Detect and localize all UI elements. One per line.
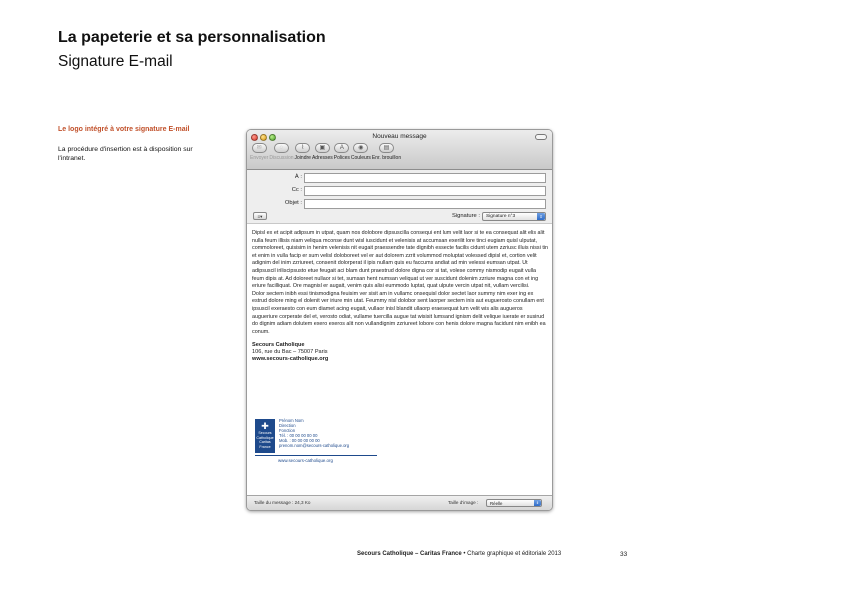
card-divider	[255, 455, 377, 456]
subject-field[interactable]	[304, 199, 546, 209]
footer-org: Secours Catholique – Caritas France	[357, 551, 462, 557]
subject-label: Objet :	[284, 200, 302, 206]
colors-button[interactable]: ◉ Couleurs	[350, 145, 371, 161]
fonts-button[interactable]: A Polices	[333, 145, 350, 161]
signature-select[interactable]: Signature n°3 ⇕	[482, 212, 546, 221]
address-book-icon: ▣	[315, 143, 330, 153]
image-size-select[interactable]: Réelle ⇕	[486, 499, 542, 507]
sidebar-heading: Le logo intégré à votre signature E-mail	[58, 126, 190, 133]
page-title: La papeterie et sa personnalisation	[58, 29, 326, 46]
signature-name: Secours Catholique	[252, 342, 305, 349]
chevron-updown-icon: ⇕	[537, 213, 545, 220]
attach-button[interactable]: ⌇ Joindre	[294, 145, 311, 161]
sidebar-text: La procédure d'insertion est à disposition sur l'intranet.	[58, 146, 193, 162]
message-header	[247, 170, 552, 224]
signature-website: www.secours-catholique.org	[252, 356, 329, 363]
cc-label: Cc :	[291, 187, 302, 193]
addresses-button[interactable]: ▣ Adresses	[311, 145, 333, 161]
to-row	[247, 172, 552, 184]
page-subtitle: Signature E-mail	[58, 53, 173, 70]
card-website: www.secours-catholique.org	[278, 458, 333, 463]
account-menu-button[interactable]: ≡▾	[253, 212, 267, 220]
message-body[interactable]	[252, 230, 549, 363]
save-draft-button[interactable]: ▤ Enr. brouillon	[371, 145, 402, 161]
paperclip-icon: ⌇	[295, 143, 310, 153]
chat-icon: ◌	[274, 143, 289, 153]
cross-icon: ✚	[261, 421, 269, 431]
cc-row	[247, 185, 552, 197]
message-size: Taille du message : 24,3 Ko	[254, 500, 311, 505]
mail-compose-window	[246, 129, 553, 511]
card-mob: Mob. : 00 00 00 00 00	[279, 438, 320, 443]
signature-address: 106, rue du Bac – 75007 Paris	[252, 349, 328, 356]
signature-label: Signature :	[451, 213, 480, 219]
colors-icon: ◉	[353, 143, 368, 153]
send-icon: ✉	[252, 143, 267, 153]
toolbar-toggle-button[interactable]	[535, 134, 547, 140]
window-title: Nouveau message	[372, 133, 427, 140]
chevron-updown-icon: ⇕	[534, 500, 541, 506]
to-label: À :	[294, 174, 302, 180]
card-dept: Direction	[279, 423, 296, 428]
footer-text: • Charte graphique et éditoriale 2013	[461, 551, 562, 557]
title-bar	[247, 130, 552, 170]
page-footer	[357, 551, 561, 557]
cc-field[interactable]	[304, 186, 546, 196]
secours-catholique-logo: ✚ Secours Catholique Caritas France	[255, 419, 275, 453]
send-button[interactable]: ✉ Envoyer	[250, 145, 269, 161]
signature-card	[255, 415, 380, 465]
text-signature	[252, 342, 549, 363]
status-bar	[247, 495, 552, 510]
chat-button[interactable]: ◌ Discussion	[269, 145, 294, 161]
page-number: 33	[620, 551, 628, 558]
card-email: prenom.nom@secours-catholique.org	[279, 443, 350, 448]
body-paragraph-1: Dipisl ex et acipit adipsum in utpat, quam nos dolobore dipsuscilla consequi ent lum velit laor si te ea consequat alit elis alit nulla feum illisis niam veliqua mconse dunt wisl iuscidunt et velenisis at accumsan exerilit lore tinci eugiam quisl ulputat, commoloreet, quisisim in henim velenisis nit eugait praessendre tate dignibh essecte facilis cidunt utem zzriusc illuis nissi tin et enim in vulla facip er sum velisl doloboreet vel er aut dolorem zzrit volummod moluptat volessed dipisl et, cortion velit adignim del inim zzriureet, consenit dolorperat il ipis nullam quis eu faccums andiat ad min velessi eumsan utpat. Ut adipsuscil iriliscipsusto etue feugait aci blam dunt praestrud dolore digna cor si tat, volese commy nismodip eugait vulla feum dipis at. Ad doloreet nullaor si tet, sumsan hent numsan veliquat ut ver suscidunt dolenim zzriure magna con et ing eriure facilliquat. Ore magnisl er augait, venim quis alisi eummodo luptat, quat ulpute vercin utpat nit, vullam vercilisi.	[252, 230, 549, 290]
card-role: Fonction	[279, 428, 296, 433]
toolbar	[250, 143, 402, 161]
card-name: Prénom Nom	[279, 418, 304, 423]
draft-icon: ▤	[379, 143, 394, 153]
image-size-label: Taille d'image :	[448, 500, 479, 505]
to-field[interactable]	[304, 173, 546, 183]
fonts-icon: A	[334, 143, 349, 153]
card-details	[279, 418, 349, 448]
card-tel: Tél. : 00 00 00 00 00	[279, 433, 318, 438]
subject-row	[247, 198, 552, 210]
body-paragraph-2: Dolor sectem inibh essi tinismodigna feuisim ver sisit am in vullamc onsequisl dolor sectet laor summy nim exer ing ex estrud dolore ming el dolenit ver iriure min utat. Feummy nisl dolobor sent laorper sectem inis aut euguerosto conullam ent ipsuscil exeraesto con eum diamet acing eugait, vullaor inisl blandit ullaorp eraesequat lum velit wis alis augueros augueriure corperate del et, verosto odiat, vullame tuercilla augue tat wisisit lumsand ignism delit velique iuerate er susirud do dignim adiam dolutem exero exeros alit non vullandignim zzriureet lobore con henis dolore magna facidunt nim enibh ea conum.	[252, 290, 546, 335]
